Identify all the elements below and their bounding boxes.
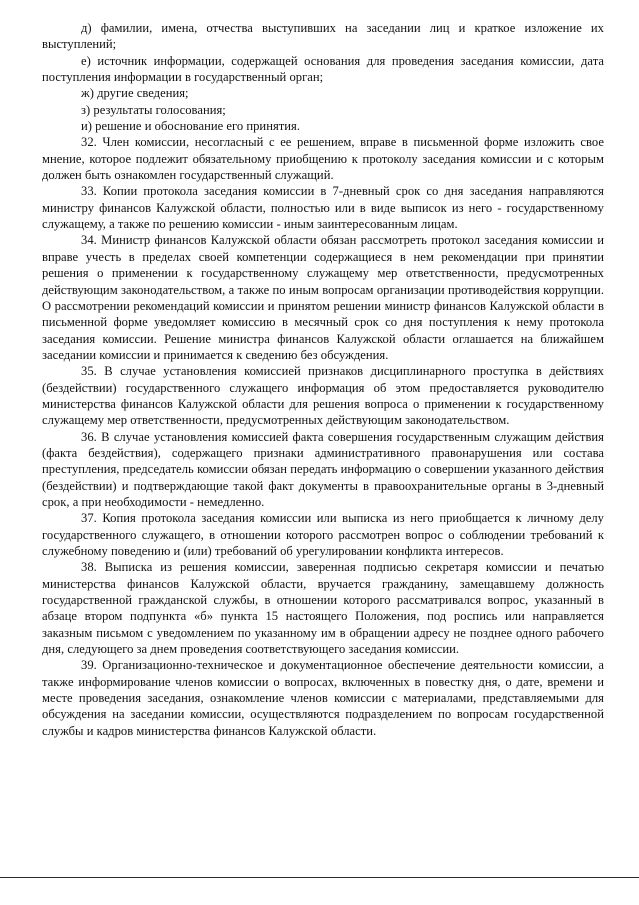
paragraph-item-d: д) фамилии, имена, отчества выступивших на заседании лиц и краткое изложение их выступлений; — [42, 21, 604, 52]
document-page — [42, 20, 604, 739]
paragraph-39: 39. Организационно-техническое и документационное обеспечение деятельности комиссии, а также информирование членов комиссии о вопросах, включенных в повестку дня, о дате, времени и месте проведения заседания, ознакомление членов комиссии с материалами, представляемыми для обсуждения на заседании комиссии, осуществляются подразделением по вопросам государственной службы и кадров министерства финансов Калужской области. — [42, 658, 604, 738]
paragraph-32: 32. Член комиссии, несогласный с ее решением, вправе в письменной форме изложить свое мнение, которое подлежит обязательному приобщению к протоколу заседания комиссии и с которым должен быть ознакомлен государственный служащий. — [42, 135, 604, 183]
page-bottom-rule — [0, 877, 639, 878]
paragraph-36: 36. В случае установления комиссией факта совершения государственным служащим действия (факта бездействия), содержащего признаки административного правонарушения или состава преступления, председатель комиссии обязан передать информацию о совершении указанного действия (бездействии) и подтверждающие такой факт документы в правоохранительные органы в 3-дневный срок, а при необходимости - немедленно. — [42, 429, 604, 509]
paragraph-35: 35. В случае установления комиссией признаков дисциплинарного проступка в действиях (бездействии) государственного служащего информация об этом предоставляется руководителю министерства финансов Калужской области для решения вопроса о применении к государственному служащему мер ответственности, предусмотренных действующим законодательством. — [42, 364, 604, 428]
paragraph-item-z: з) результаты голосования; — [81, 102, 226, 117]
paragraph-37: 37. Копия протокола заседания комиссии или выписка из него приобщается к личному делу государственного служащего, в отношении которого рассмотрен вопрос о соблюдении требований к служебному поведению и (или) требований об урегулировании конфликта интересов. — [42, 511, 604, 558]
paragraph-34: 34. Министр финансов Калужской области обязан рассмотреть протокол заседания комиссии и вправе учесть в пределах своей компетенции содержащиеся в нем рекомендации при принятии решения о применении к государственному служащему мер ответственности, предусмотренных действующим законодательством, а также по иным вопросам организации противодействия коррупции. О рассмотрении рекомендаций комиссии и принятом решении министр финансов Калужской области в письменной форме уведомляет комиссию в месячный срок со дня поступления к нему протокола заседания комиссии. Решение министра финансов Калужской области оглашается на ближайшем заседании комиссии и принимается к сведению без обсуждения. — [42, 233, 604, 362]
paragraph-item-zh: ж) другие сведения; — [81, 86, 189, 101]
paragraph-item-i: и) решение и обоснование его принятия. — [81, 119, 301, 134]
paragraph-33: 33. Копии протокола заседания комиссии в 7-дневный срок со дня заседания направляются министру финансов Калужской области, полностью или в виде выписок из него - государственному служащему, а также по решению комиссии - иным заинтересованным лицам. — [42, 184, 604, 232]
paragraph-item-e: е) источник информации, содержащей основания для проведения заседания комиссии, дата поступления информации в государственный орган; — [42, 53, 604, 85]
paragraph-38: 38. Выписка из решения комиссии, заверенная подписью секретаря комиссии и печатью министерства финансов Калужской области, вручается гражданину, замещавшему должность государственной гражданской службы, в отношении которого рассматривался вопрос, указанный в абзаце втором подпункта «б» пункта 15 настоящего Положения, под роспись или направляется заказным письмом с уведомлением по указанному им в обращении адресу не позднее одного рабочего дня, следующего за днем проведения соответствующего заседания комиссии. — [42, 560, 604, 657]
